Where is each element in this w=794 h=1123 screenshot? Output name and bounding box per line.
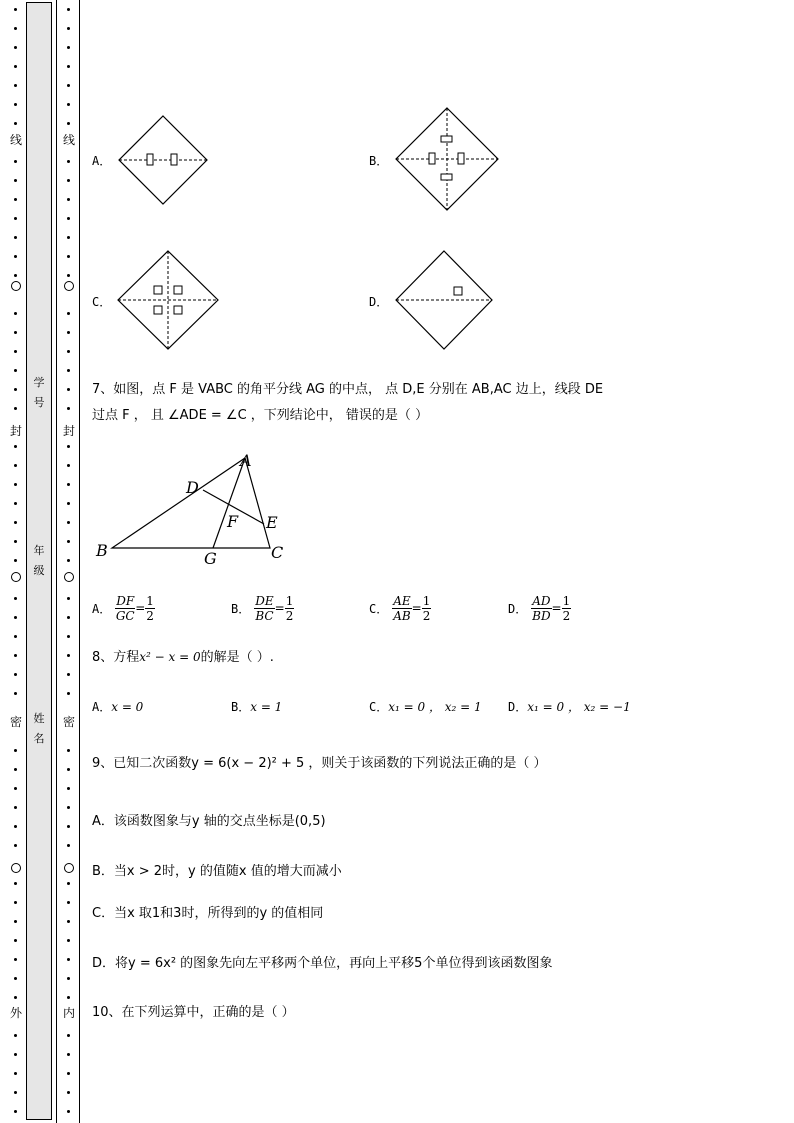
seal-dot xyxy=(67,236,70,239)
q8-stem: 8、方程x² − x = 0的解是（ ）. xyxy=(92,650,274,665)
seal-dot xyxy=(14,65,17,68)
seal-dot xyxy=(67,198,70,201)
seal-dot xyxy=(14,673,17,676)
seal-dot xyxy=(14,8,17,11)
seal-dot xyxy=(67,1034,70,1037)
seal-dot xyxy=(14,502,17,505)
vertex-label-d: D xyxy=(186,478,199,497)
seal-dot xyxy=(67,122,70,125)
vertex-label-b: B xyxy=(96,541,108,560)
seal-dot xyxy=(67,331,70,334)
seal-dot xyxy=(67,996,70,999)
q7-option-c: C． $\frac{AE}{AB}$ = $\frac{1}{2}$ xyxy=(369,593,431,623)
seal-dot xyxy=(14,350,17,353)
inner-seal-line: 线 xyxy=(63,133,76,147)
field-label-student-id: 学号 xyxy=(33,376,45,409)
q7-option-b: B． $\frac{DE}{BC}$ = $\frac{1}{2}$ xyxy=(231,593,294,623)
seal-dot xyxy=(67,46,70,49)
seal-dot xyxy=(67,977,70,980)
seal-dot xyxy=(14,768,17,771)
seal-dot xyxy=(14,654,17,657)
seal-dot xyxy=(67,654,70,657)
seal-dot xyxy=(14,236,17,239)
q7-triangle-figure xyxy=(92,448,292,570)
seal-dot xyxy=(67,103,70,106)
seal-dot xyxy=(14,388,17,391)
q6-option-d-figure xyxy=(394,249,494,351)
seal-dot xyxy=(67,882,70,885)
seal-dot xyxy=(67,1072,70,1075)
vertex-label-g: G xyxy=(204,549,217,568)
vertex-label-f: F xyxy=(227,512,239,531)
seal-dot xyxy=(67,407,70,410)
seal-dot xyxy=(14,559,17,562)
seal-ring xyxy=(64,281,74,291)
inner-seal-inside: 内 xyxy=(63,1006,76,1020)
seal-dot xyxy=(14,939,17,942)
seal-dot xyxy=(14,198,17,201)
seal-dot xyxy=(67,483,70,486)
seal-dot xyxy=(14,958,17,961)
outer-seal-line: 线 xyxy=(10,133,23,147)
seal-dot xyxy=(67,768,70,771)
vertex-label-c: C xyxy=(271,543,284,562)
seal-dot xyxy=(14,331,17,334)
outer-seal-secret: 密 xyxy=(10,715,23,729)
seal-dot xyxy=(67,939,70,942)
seal-dot xyxy=(14,1091,17,1094)
seal-dot xyxy=(14,749,17,752)
q7-option-d: D． $\frac{AD}{BD}$ = $\frac{1}{2}$ xyxy=(508,593,571,623)
seal-dot xyxy=(67,806,70,809)
seal-dot xyxy=(14,806,17,809)
seal-dot xyxy=(67,673,70,676)
seal-dot xyxy=(67,464,70,467)
seal-dot xyxy=(67,179,70,182)
inner-seal-seal: 封 xyxy=(63,424,76,438)
q8-option-a: A．x = 0 xyxy=(92,700,144,714)
seal-dot xyxy=(14,122,17,125)
q6-option-b-figure xyxy=(394,106,500,212)
q8-option-d: D．x₁ = 0 ， x₂ = −1 xyxy=(508,700,631,714)
seal-dot xyxy=(67,635,70,638)
seal-dot xyxy=(14,483,17,486)
seal-dot xyxy=(14,901,17,904)
q8-option-b: B．x = 1 xyxy=(231,700,283,714)
q8-option-c: C．x₁ = 0 ， x₂ = 1 xyxy=(369,700,482,714)
outer-seal-outside: 外 xyxy=(10,1006,23,1020)
q9-option-d: D．将y = 6x² 的图象先向左平移两个单位，再向上平移5个单位得到该函数图象 xyxy=(92,956,553,971)
q6-option-a-figure xyxy=(116,114,210,206)
student-info-strip xyxy=(26,2,52,1120)
seal-dot xyxy=(14,84,17,87)
outer-seal-seal: 封 xyxy=(10,424,23,438)
vertex-label-e: E xyxy=(266,513,278,532)
seal-dot xyxy=(67,540,70,543)
vertex-label-a: A xyxy=(240,451,252,470)
seal-dot xyxy=(14,217,17,220)
seal-dot xyxy=(67,217,70,220)
seal-dot xyxy=(67,312,70,315)
seal-dot xyxy=(14,407,17,410)
q7-stem-line1: 7、如图，点 F 是 VABC 的角平分线 AG 的中点， 点 D,E 分别在 AB,AC 边上，线段 DE xyxy=(92,382,604,397)
seal-dot xyxy=(14,27,17,30)
seal-dot xyxy=(67,920,70,923)
seal-dot xyxy=(67,616,70,619)
seal-dot xyxy=(14,312,17,315)
seal-dot xyxy=(14,179,17,182)
seal-dot xyxy=(14,464,17,467)
seal-dot xyxy=(14,1110,17,1113)
seal-dot xyxy=(14,369,17,372)
seal-dot xyxy=(67,787,70,790)
seal-ring xyxy=(64,572,74,582)
seal-dot xyxy=(67,445,70,448)
seal-dot xyxy=(14,46,17,49)
q7-stem-line2: 过点 F ， 且 ∠ADE = ∠C ，下列结论中， 错误的是（ ） xyxy=(92,408,429,423)
seal-dot xyxy=(67,160,70,163)
seal-dot xyxy=(67,559,70,562)
seal-dot xyxy=(14,597,17,600)
seal-dot xyxy=(67,1053,70,1056)
seal-dot xyxy=(67,597,70,600)
seal-dot xyxy=(67,369,70,372)
seal-dot xyxy=(67,388,70,391)
seal-dot xyxy=(14,635,17,638)
seal-dot xyxy=(14,920,17,923)
seal-dot xyxy=(14,787,17,790)
seal-dot xyxy=(67,502,70,505)
q9-option-a: A．该函数图象与y 轴的交点坐标是(0,5) xyxy=(92,814,326,829)
seal-ring xyxy=(64,863,74,873)
seal-dot xyxy=(67,1091,70,1094)
q9-stem: 9、已知二次函数y = 6(x − 2)² + 5 ，则关于该函数的下列说法正确的是（ ） xyxy=(92,756,547,771)
q6-option-c-figure xyxy=(116,249,220,351)
seal-ring xyxy=(11,572,21,582)
field-label-name: 姓名 xyxy=(33,712,45,745)
q6-option-a-label: A． xyxy=(92,154,112,168)
seal-dot xyxy=(14,445,17,448)
q6-option-b-label: B． xyxy=(369,154,389,168)
seal-dot xyxy=(67,274,70,277)
seal-dot xyxy=(14,825,17,828)
seal-dot xyxy=(67,958,70,961)
q9-option-b: B．当x > 2时，y 的值随x 值的增大而减小 xyxy=(92,864,342,879)
inner-seal-secret: 密 xyxy=(63,715,76,729)
seal-dot xyxy=(67,521,70,524)
seal-ring xyxy=(11,281,21,291)
seal-dot xyxy=(67,8,70,11)
seal-dot xyxy=(14,616,17,619)
q10-stem: 10、在下列运算中，正确的是（ ） xyxy=(92,1005,295,1020)
seal-dot xyxy=(67,27,70,30)
q6-option-d-label: D． xyxy=(369,295,389,309)
seal-dot xyxy=(14,274,17,277)
seal-dot xyxy=(67,825,70,828)
seal-dot xyxy=(67,255,70,258)
seal-dot xyxy=(67,1110,70,1113)
seal-dot xyxy=(14,1034,17,1037)
seal-dot xyxy=(14,521,17,524)
seal-dot xyxy=(14,882,17,885)
seal-dot xyxy=(14,977,17,980)
q7-option-a: A． $\frac{DF}{GC}$ = $\frac{1}{2}$ xyxy=(92,593,154,623)
seal-dot xyxy=(14,844,17,847)
seal-ring xyxy=(11,863,21,873)
seal-dot xyxy=(67,65,70,68)
seal-dot xyxy=(67,350,70,353)
seal-dot xyxy=(14,1053,17,1056)
seal-dot xyxy=(67,749,70,752)
seal-dot xyxy=(14,103,17,106)
seal-dot xyxy=(14,1072,17,1075)
q6-option-c-label: C． xyxy=(92,295,112,309)
seal-dot xyxy=(14,255,17,258)
seal-dot xyxy=(14,540,17,543)
seal-dot xyxy=(67,844,70,847)
seal-dot xyxy=(14,996,17,999)
seal-dot xyxy=(67,84,70,87)
seal-dot xyxy=(14,160,17,163)
seal-dot xyxy=(14,692,17,695)
q9-option-c: C．当x 取1和3时，所得到的y 的值相同 xyxy=(92,906,324,921)
seal-dot xyxy=(67,692,70,695)
seal-dot xyxy=(67,901,70,904)
field-label-grade: 年级 xyxy=(33,544,45,577)
